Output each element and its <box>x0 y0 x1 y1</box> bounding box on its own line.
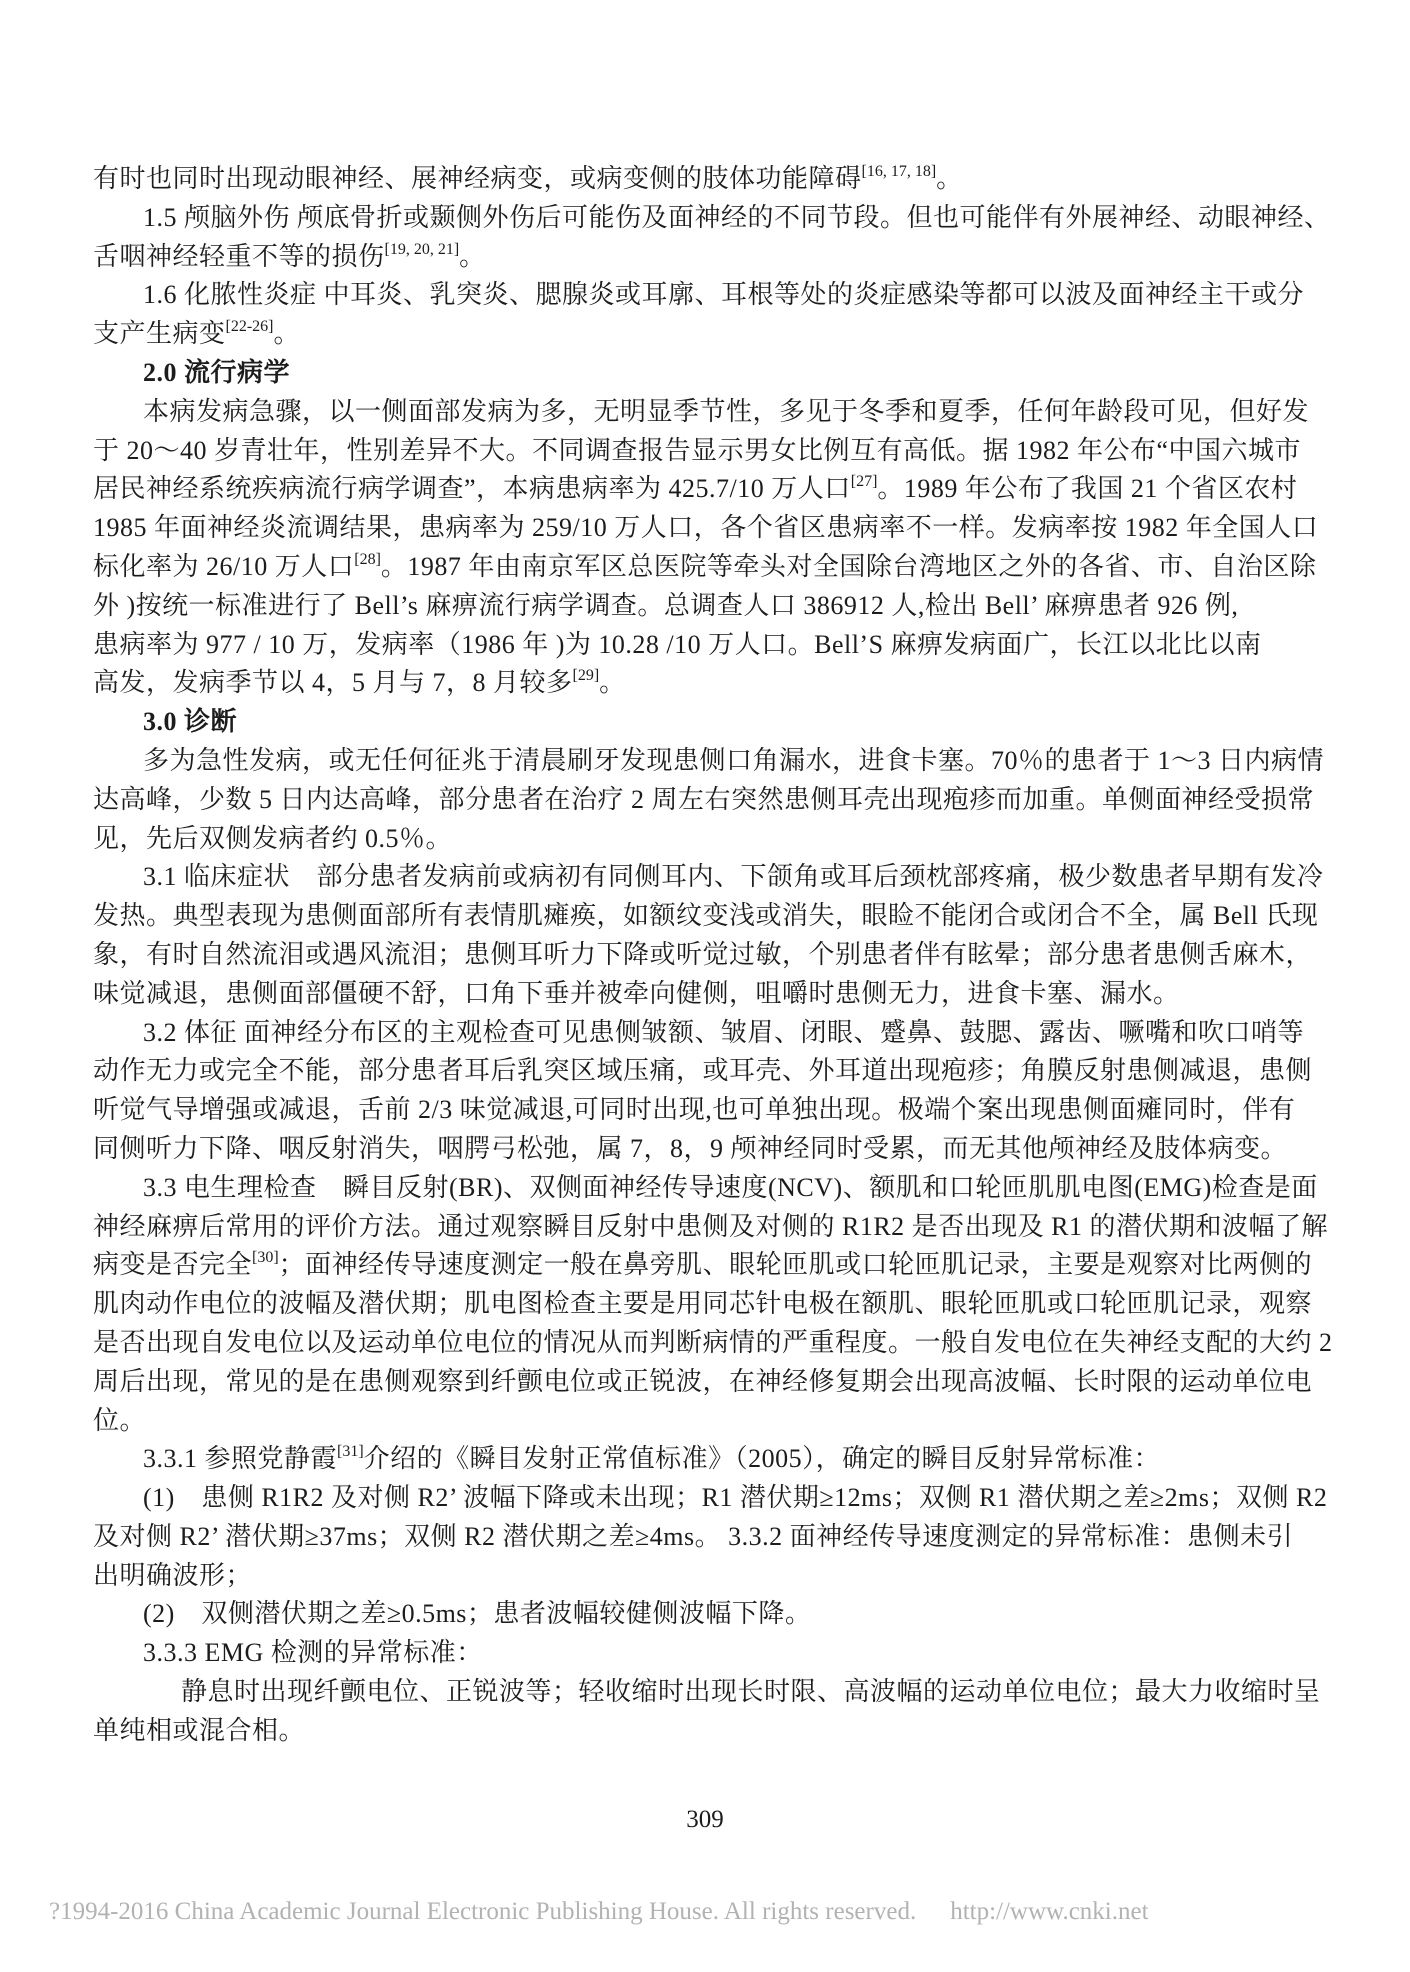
text-segment: 于 20～40 岁青壮年，性别差异不大。不同调查报告显示男女比例互有高低。据 1982 年公布“中国六城市 <box>93 435 1302 465</box>
citation-superscript: [22-26] <box>225 318 274 336</box>
text-line <box>93 820 1337 859</box>
text-segment: 出明确波形； <box>93 1560 253 1590</box>
text-segment: 。 <box>599 668 626 698</box>
text-segment: 多为急性发病，或无任何征兆于清晨刷牙发现患侧口角漏水，进食卡塞。70％的患者于 1～3 日内病情 <box>143 745 1325 775</box>
text-line <box>93 1130 1337 1169</box>
text-segment: 本病发病急骤，以一侧面部发病为多，无明显季节性，多见于冬季和夏季，任何年龄段可见，但好发 <box>143 396 1310 426</box>
text-segment: 发热。典型表现为患侧面部所有表情肌瘫痪，如额纹变浅或消失，眼睑不能闭合或闭合不全，属 Bell 氏现 <box>93 901 1319 931</box>
text-segment: (2) 双侧潜伏期之差≥0.5ms；患者波幅较健侧波幅下降。 <box>143 1599 812 1629</box>
text-segment: 静息时出现纤颤电位、正锐波等；轻收缩时出现长时限、高波幅的运动单位电位；最大力收缩时呈 <box>181 1677 1321 1707</box>
text-line <box>93 470 1337 509</box>
text-line <box>93 975 1337 1014</box>
text-line <box>93 509 1337 548</box>
text-segment: 居民神经系统疾病流行病学调查”，本病患病率为 425.7/10 万人口 <box>93 474 851 504</box>
text-line <box>93 354 1337 393</box>
text-line <box>93 1208 1337 1247</box>
text-segment: 象，有时自然流泪或遇风流泪；患侧耳听力下降或听觉过敏，个别患者伴有眩晕；部分患者患侧舌麻木， <box>93 939 1313 969</box>
citation-superscript: [31] <box>337 1443 364 1461</box>
text-segment: 介绍的《瞬目发射正常值标准》（2005），确定的瞬目反射异常标准： <box>363 1444 1161 1474</box>
citation-superscript: [29] <box>572 667 600 685</box>
text-segment: 周后出现，常见的是在患侧观察到纤颤电位或正锐波，在神经修复期会出现高波幅、长时限的运动单位电 <box>93 1366 1313 1396</box>
text-line <box>93 1324 1337 1363</box>
text-segment: 达高峰，少数 5 日内达高峰，部分患者在治疗 2 周左右突然患侧耳壳出现疱疹而加重。单侧面神经受损常 <box>93 784 1315 814</box>
text-segment: 动作无力或完全不能，部分患者耳后乳突区域压痛，或耳壳、外耳道出现疱疹；角膜反射患侧减退，患侧 <box>93 1056 1313 1086</box>
text-line <box>93 1479 1337 1518</box>
text-segment: 3.0 诊断 <box>143 707 238 737</box>
text-segment: 。 <box>273 319 301 349</box>
text-line <box>93 1634 1337 1673</box>
text-line <box>93 1285 1337 1324</box>
text-segment: 味觉减退，患侧面部僵硬不舒，口角下垂并被牵向健侧，咀嚼时患侧无力，进食卡塞、漏水。 <box>93 978 1180 1008</box>
citation-superscript: [30] <box>252 1249 279 1267</box>
text-segment: 支产生病变 <box>93 319 226 349</box>
text-segment: 。1989 年公布了我国 21 个省区农村 <box>877 474 1298 504</box>
text-line <box>93 1169 1337 1208</box>
text-line <box>93 548 1337 587</box>
text-segment: 标化率为 26/10 万人口 <box>93 551 355 581</box>
text-line <box>93 587 1337 626</box>
text-line <box>93 781 1337 820</box>
text-line <box>93 626 1337 665</box>
text-segment: 患病率为 977 / 10 万，发病率（1986 年 )为 10.28 /10 万人口。Bell’S 麻痹发病面广，长江以北比以南 <box>93 629 1262 659</box>
text-line <box>93 1014 1337 1053</box>
citation-superscript: [19, 20, 21] <box>384 240 460 258</box>
text-line <box>93 1518 1337 1557</box>
citation-superscript: [16, 17, 18] <box>861 163 937 180</box>
text-segment: 及对侧 R2’ 潜伏期≥37ms；双侧 R2 潜伏期之差≥4ms。 3.3.2 面神经传导速度测定的异常标准：患侧未引 <box>93 1521 1294 1551</box>
text-segment: 外 )按统一标准进行了 Bell’s 麻痹流行病学调查。总调查人口 386912 人,检出 Bell’ 麻痹患者 926 例, <box>93 590 1239 620</box>
page-number: 309 <box>686 1806 724 1833</box>
text-segment: 见，先后双侧发病者约 0.5％。 <box>93 823 453 853</box>
text-segment: ；面神经传导速度测定一般在鼻旁肌、眼轮匝肌或口轮匝肌记录，主要是观察对比两侧的 <box>278 1250 1313 1280</box>
text-segment: 位。 <box>93 1405 147 1435</box>
text-line <box>93 199 1337 238</box>
text-line <box>93 1246 1337 1285</box>
text-segment: 2.0 流行病学 <box>143 357 291 387</box>
text-segment: (1) 患侧 R1R2 及对侧 R2’ 波幅下降或未出现；R1 潜伏期≥12ms；双侧 R1 潜伏期之差≥2ms；双侧 R2 <box>143 1483 1328 1513</box>
text-segment: 3.3 电生理检查 瞬目反射(BR)、双侧面神经传导速度(NCV)、额肌和口轮匝肌肌电图(EMG)检查是面 <box>143 1172 1318 1202</box>
text-line <box>93 1091 1337 1130</box>
text-line <box>93 1440 1337 1479</box>
text-segment: 神经麻痹后常用的评价方法。通过观察瞬目反射中患侧及对侧的 R1R2 是否出现及 R1 的潜伏期和波幅了解 <box>93 1211 1329 1241</box>
text-line <box>93 858 1337 897</box>
text-line <box>93 1402 1337 1441</box>
text-line <box>93 238 1337 277</box>
text-segment: 3.2 体征 面神经分布区的主观检查可见患侧皱额、皱眉、闭眼、蹙鼻、鼓腮、露齿、噘嘴和吹口哨等 <box>143 1017 1305 1047</box>
text-block <box>93 160 1337 1751</box>
watermark <box>49 1898 1149 1926</box>
text-line <box>93 1673 1337 1712</box>
text-line <box>93 703 1337 742</box>
text-segment: 舌咽神经轻重不等的损伤 <box>93 241 385 271</box>
text-segment: 病变是否完全 <box>93 1250 253 1280</box>
watermark-url: http://www.cnki.net <box>950 1898 1149 1925</box>
text-line <box>93 664 1337 703</box>
text-line <box>93 315 1337 354</box>
text-segment: 1.5 颅脑外伤 颅底骨折或颞侧外伤后可能伤及面神经的不同节段。但也可能伴有外展神经、动眼神经、 <box>143 202 1331 232</box>
text-line <box>93 393 1337 432</box>
text-segment: 1.6 化脓性炎症 中耳炎、乳突炎、腮腺炎或耳廓、耳根等处的炎症感染等都可以波及面神经主干或分 <box>143 280 1305 310</box>
text-segment: 单纯相或混合相。 <box>93 1715 306 1745</box>
text-line <box>93 432 1337 471</box>
text-line <box>93 742 1337 781</box>
text-line <box>93 1557 1337 1596</box>
text-segment: 3.1 临床症状 部分患者发病前或病初有同侧耳内、下颌角或耳后颈枕部疼痛，极少数患者早期有发冷 <box>143 862 1324 892</box>
text-segment: 。 <box>936 164 963 193</box>
text-line <box>93 897 1337 936</box>
text-segment: 3.3.3 EMG 检测的异常标准： <box>143 1638 483 1668</box>
text-line <box>93 1363 1337 1402</box>
text-segment: 1985 年面神经炎流调结果，患病率为 259/10 万人口，各个省区患病率不一样。发病率按 1982 年全国人口 <box>93 513 1319 543</box>
text-segment: 高发，发病季节以 4，5 月与 7，8 月较多 <box>93 668 573 698</box>
text-line <box>93 1712 1337 1751</box>
text-line <box>93 1052 1337 1091</box>
watermark-notice: ?1994-2016 China Academic Journal Electronic Publishing House. All rights reserved. <box>49 1898 917 1925</box>
text-segment: 。1987 年由南京军区总医院等牵头对全国除台湾地区之外的各省、市、自治区除 <box>380 551 1317 581</box>
text-segment: 肌肉动作电位的波幅及潜伏期；肌电图检查主要是用同芯针电极在额肌、眼轮匝肌或口轮匝肌记录，观察 <box>93 1289 1313 1319</box>
text-line <box>93 936 1337 975</box>
text-segment: 是否出现自发电位以及运动单位电位的情况从而判断病情的严重程度。一般自发电位在失神经支配的大约 2 <box>93 1327 1333 1357</box>
text-segment: 同侧听力下降、咽反射消失，咽腭弓松弛，属 7，8，9 颅神经同时受累，而无其他颅神经及肢体病变。 <box>93 1133 1288 1163</box>
text-segment: 有时也同时出现动眼神经、展神经病变，或病变侧的肢体功能障碍 <box>93 164 862 193</box>
text-line <box>93 276 1337 315</box>
text-segment: 。 <box>459 241 486 271</box>
text-line <box>93 160 1337 199</box>
text-segment: 听觉气导增强或减退，舌前 2/3 味觉减退,可同时出现,也可单独出现。极端个案出现患侧面瘫同时，伴有 <box>93 1095 1296 1125</box>
text-line <box>93 1595 1337 1634</box>
citation-superscript: [28] <box>354 550 381 568</box>
citation-superscript: [27] <box>850 473 878 491</box>
text-segment: 3.3.1 参照党静霞 <box>143 1444 338 1474</box>
